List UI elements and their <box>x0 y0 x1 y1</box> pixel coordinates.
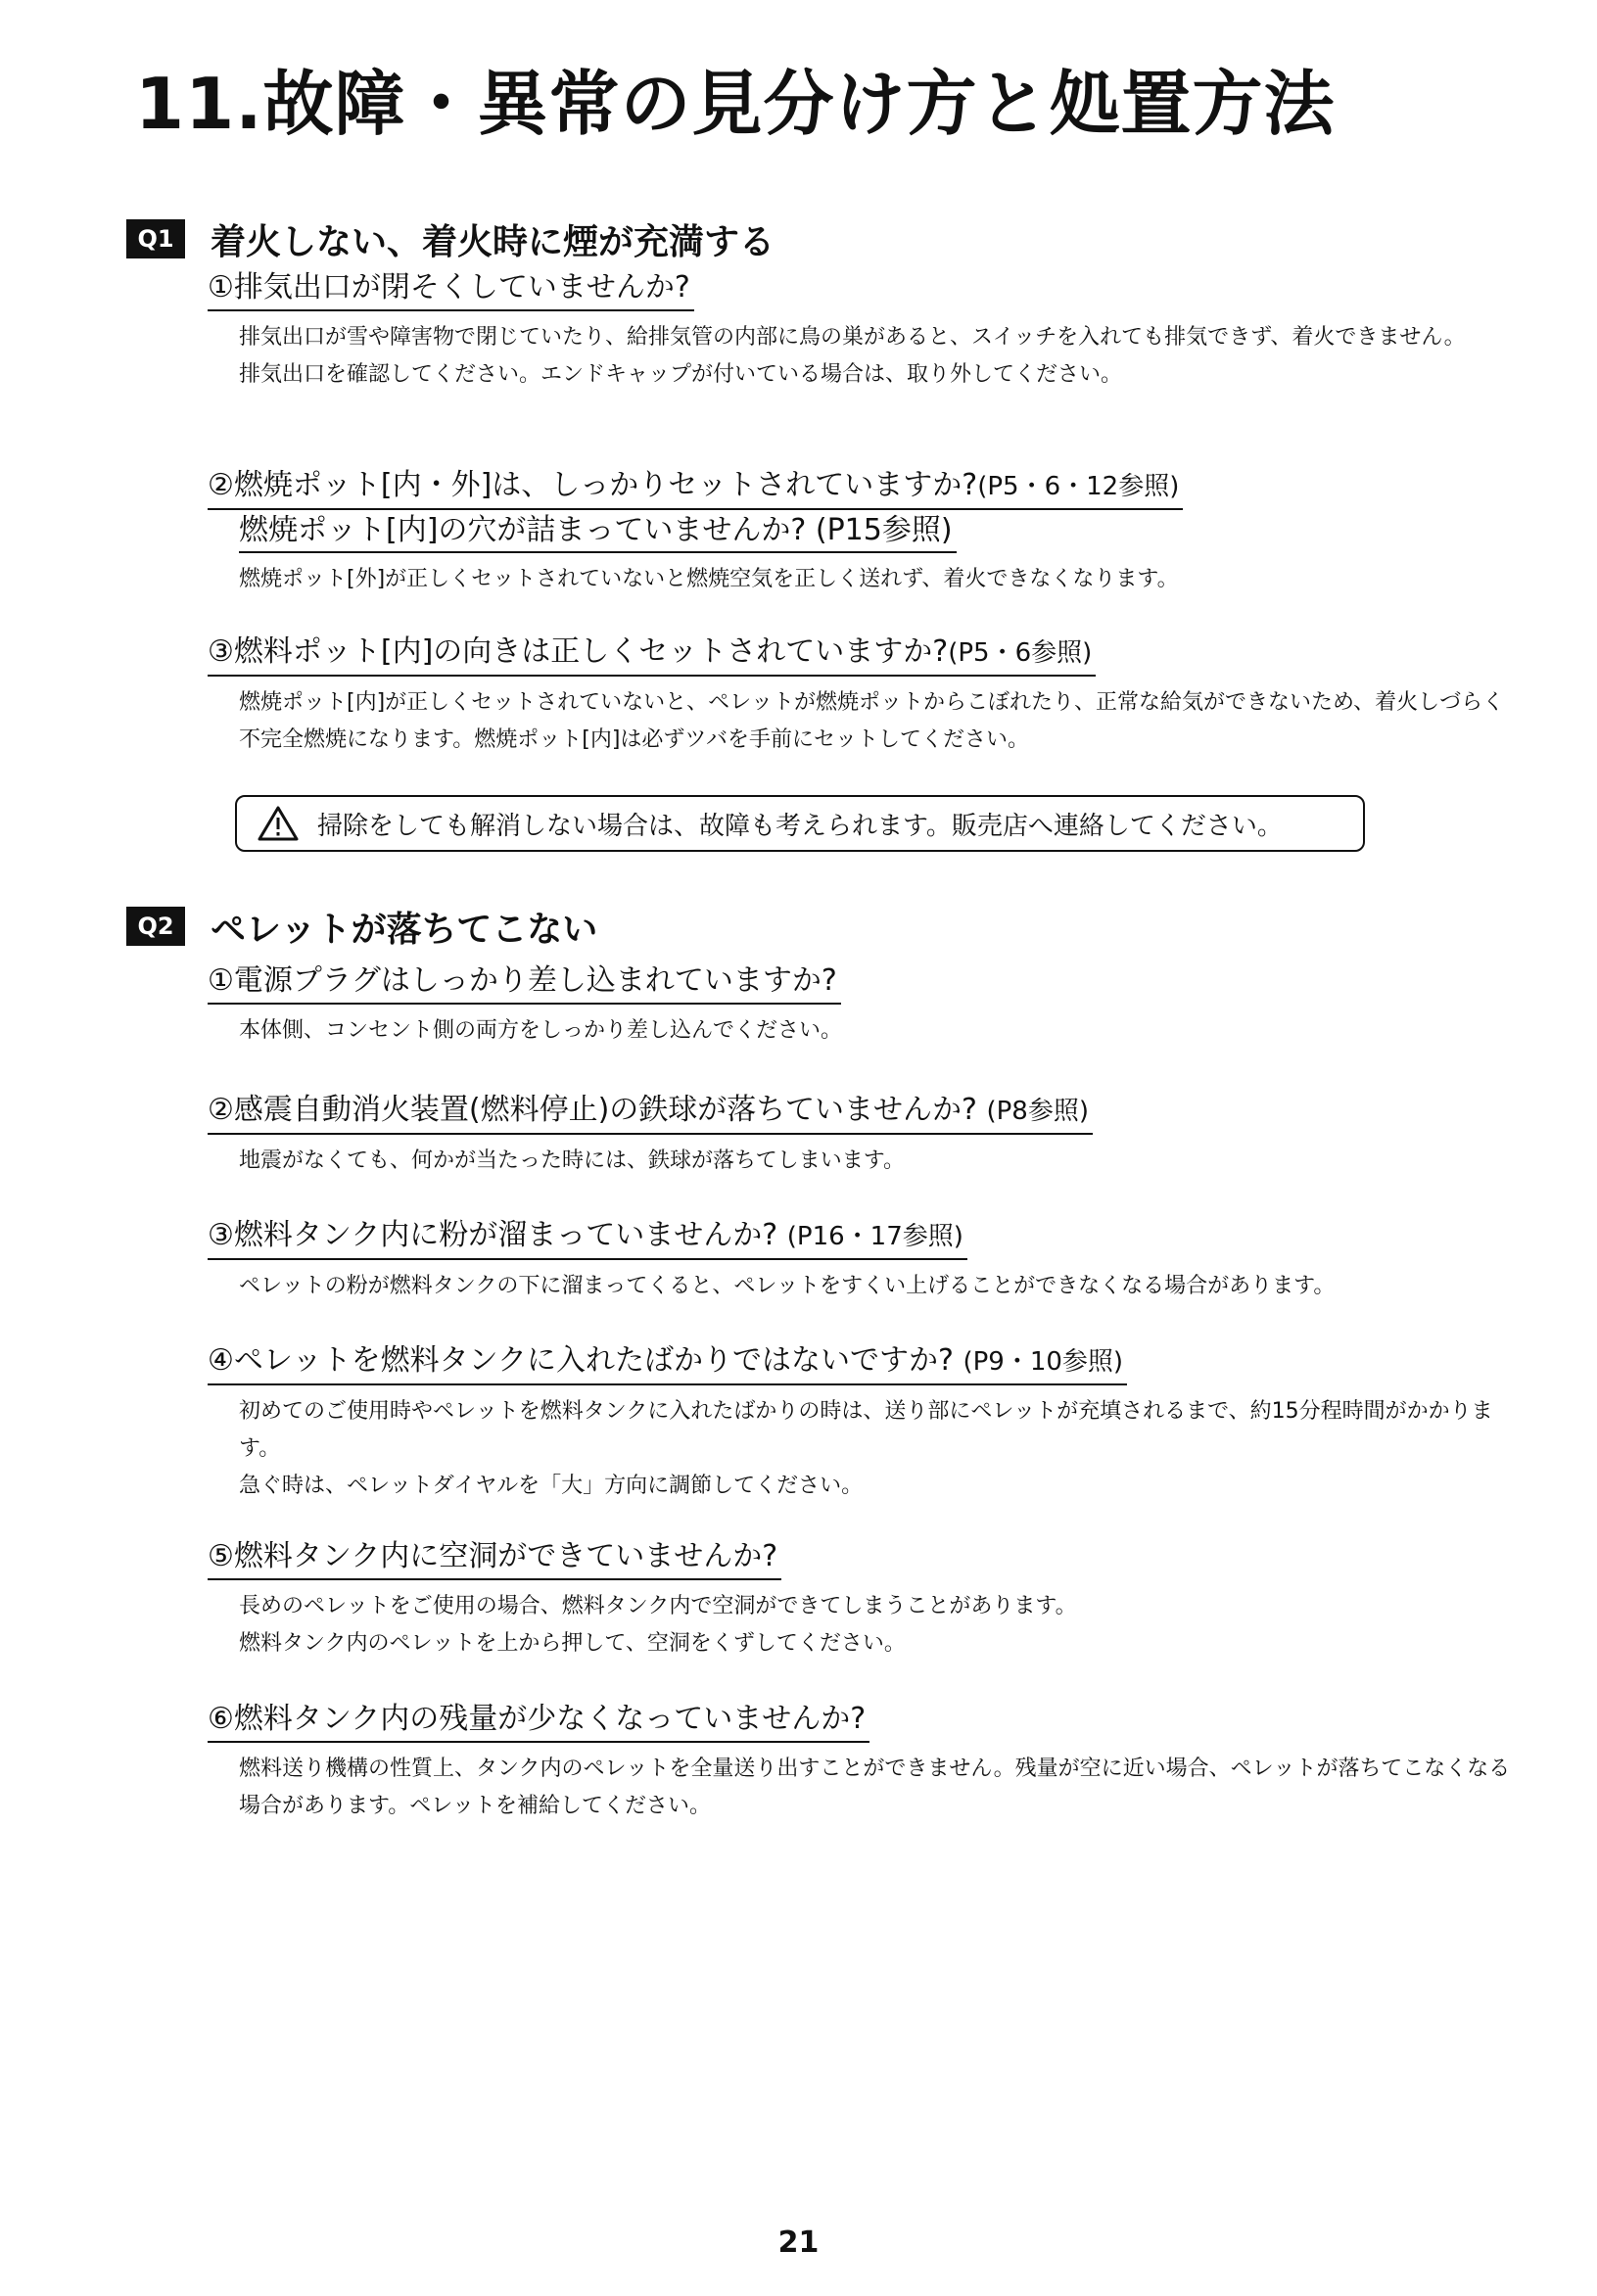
body-line: 地震がなくても、何かが当たった時には、鉄球が落ちてしまいます。 <box>239 1148 906 1173</box>
q1-badge: Q1 <box>126 219 185 258</box>
q2-item-4 <box>208 1339 1520 1505</box>
body-line: 燃料タンク内のペレットを上から押して、空洞をくずしてください。 <box>239 1631 906 1656</box>
q1-item-2 <box>208 464 1520 598</box>
q2-item-6 <box>208 1698 1520 1825</box>
item-body <box>239 1393 1520 1505</box>
q2-item-2 <box>208 1089 1520 1180</box>
body-line: 排気出口を確認してください。エンドキャップが付いている場合は、取り外してください。 <box>239 362 1123 387</box>
item-heading-secondary <box>239 510 957 553</box>
item-body <box>239 1143 1520 1180</box>
item-body <box>239 561 1520 598</box>
item-body <box>239 1268 1520 1305</box>
body-line: 初めてのご使用時やペレットを燃料タンクに入れたばかりの時は、送り部にペレットが充填されるまで、約15分程時間がかかります。 <box>239 1399 1493 1461</box>
body-line: 燃焼ポット[内]が正しくセットされていないと、ペレットが燃焼ポットからこぼれたり、正常な給気ができないため、着火しづらく不完全燃焼になります。燃焼ポット[内]は必ずツバを手前にセットしてください。 <box>239 690 1505 752</box>
q2-header <box>126 905 597 948</box>
q2-badge: Q2 <box>126 907 185 946</box>
page-reference: (P15参照) <box>815 513 953 547</box>
q1-item-1 <box>208 266 1520 394</box>
q1-title: 着火しない、着火時に煙が充満する <box>211 221 775 262</box>
q1-item-3 <box>208 631 1520 759</box>
item-body <box>239 319 1520 394</box>
item-heading: ①電源プラグはしっかり差し込まれていますか? <box>208 960 841 1005</box>
q2-item-3 <box>208 1214 1520 1305</box>
warning-text: 掃除をしても解消しない場合は、故障も考えられます。販売店へ連絡してください。 <box>317 811 1283 841</box>
item-heading-text: ②燃焼ポット[内・外]は、しっかりセットされていますか? <box>208 468 978 502</box>
item-body <box>239 684 1520 759</box>
body-line: 排気出口が雪や障害物で閉じていたり、給排気管の内部に鳥の巣があると、スイッチを入れても排気できず、着火できません。 <box>239 325 1466 350</box>
item-heading <box>208 1339 1127 1385</box>
body-line: 急ぐ時は、ペレットダイヤルを「大」方向に調節してください。 <box>239 1474 864 1498</box>
item-body <box>239 1588 1520 1663</box>
page-reference: (P8参照) <box>986 1097 1089 1126</box>
item-heading: ⑤燃料タンク内に空洞ができていませんか? <box>208 1535 781 1580</box>
page-title: 11.故障・異常の見分け方と処置方法 <box>135 63 1336 145</box>
item-body <box>239 1751 1520 1825</box>
item-heading-text: 燃焼ポット[内]の穴が詰まっていませんか? <box>239 513 807 547</box>
page-reference: (P9・10参照) <box>963 1347 1124 1377</box>
item-heading <box>208 464 1183 510</box>
page-reference: (P5・6・12参照) <box>977 472 1180 501</box>
q1-header <box>126 217 775 260</box>
page-reference: (P16・17参照) <box>786 1222 963 1251</box>
warning-triangle-icon <box>257 805 300 842</box>
q2-item-5 <box>208 1535 1520 1663</box>
item-heading <box>208 1089 1093 1135</box>
item-heading <box>208 1214 967 1260</box>
q2-item-1 <box>208 960 1520 1050</box>
body-line: ペレットの粉が燃料タンクの下に溜まってくると、ペレットをすくい上げることができなくなる場合があります。 <box>239 1274 1336 1298</box>
item-heading-text: ③燃料タンク内に粉が溜まっていませんか? <box>208 1218 778 1252</box>
item-heading: ⑥燃料タンク内の残量が少なくなっていませんか? <box>208 1698 869 1743</box>
body-line: 本体側、コンセント側の両方をしっかり差し込んでください。 <box>239 1018 843 1043</box>
item-body <box>239 1012 1520 1050</box>
q2-title: ペレットが落ちてこない <box>211 909 598 950</box>
warning-box <box>235 795 1365 852</box>
item-heading-text: ④ペレットを燃料タンクに入れたばかりではないですか? <box>208 1343 954 1378</box>
body-line: 長めのペレットをご使用の場合、燃料タンク内で空洞ができてしまうことがあります。 <box>239 1594 1077 1618</box>
page-number: 21 <box>777 2226 820 2260</box>
item-heading: ①排気出口が閉そくしていませんか? <box>208 266 694 311</box>
body-line: 燃料送り機構の性質上、タンク内のペレットを全量送り出すことができません。残量が空に近い場合、ペレットが落ちてこなくなる場合があります。ペレットを補給してください。 <box>239 1757 1511 1818</box>
item-heading-text: ②感震自動消火装置(燃料停止)の鉄球が落ちていませんか? <box>208 1093 977 1127</box>
body-line: 燃焼ポット[外]が正しくセットされていないと燃焼空気を正しく送れず、着火できなくなります。 <box>239 567 1179 591</box>
item-heading <box>208 631 1096 677</box>
item-heading-text: ③燃料ポット[内]の向きは正しくセットされていますか? <box>208 634 949 669</box>
page-reference: (P5・6参照) <box>948 638 1093 668</box>
